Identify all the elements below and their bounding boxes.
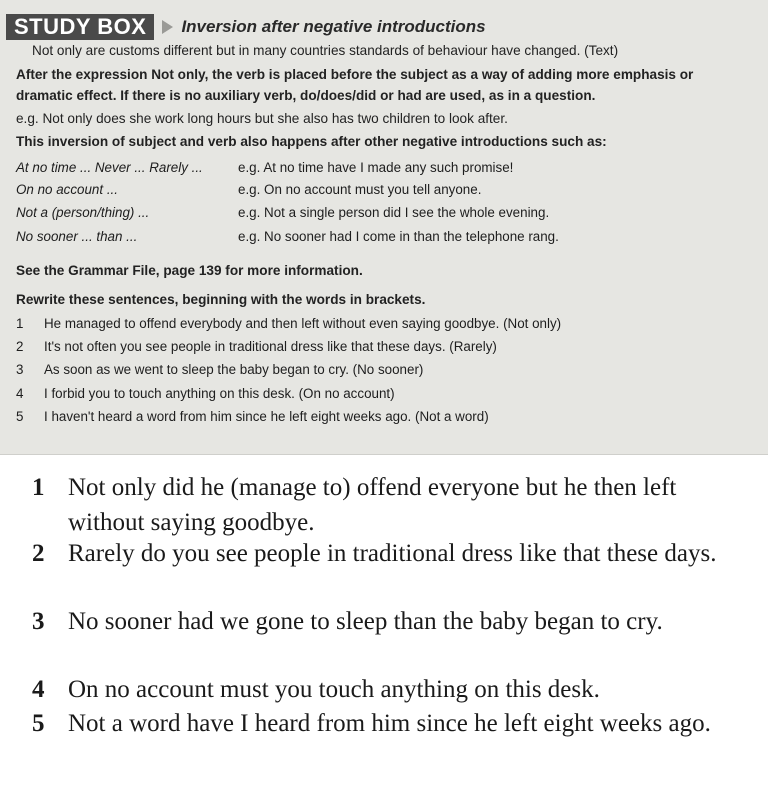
task-instruction: Rewrite these sentences, beginning with the words in brackets. xyxy=(16,292,426,307)
example-sentence: e.g. Not a single person did I see the whole evening. xyxy=(238,205,550,220)
grammar-reference: See the Grammar File, page 139 for more information. xyxy=(16,263,363,278)
answer-number: 4 xyxy=(32,676,45,703)
question-text: He managed to offend everybody and then left without even saying goodbye. (Not only) xyxy=(44,316,562,331)
answer-number: 1 xyxy=(32,474,45,501)
example-line: e.g. Not only does she work long hours but she also has two children to look after. xyxy=(16,111,508,126)
quote-line: Not only are customs different but in many countries standards of behaviour have changed. (Text) xyxy=(32,43,619,58)
example-phrase: At no time ... Never ... Rarely ... xyxy=(16,160,203,175)
example-sentence: e.g. At no time have I made any such promise! xyxy=(238,160,514,175)
question-number: 3 xyxy=(16,362,24,377)
example-sentence: e.g. No sooner had I come in than the telephone rang. xyxy=(238,229,559,244)
example-sentence: e.g. On no account must you tell anyone. xyxy=(238,182,482,197)
triangle-arrow-icon xyxy=(162,20,173,34)
example-phrase: Not a (person/thing) ... xyxy=(16,205,150,220)
example-phrase: On no account ... xyxy=(16,182,118,197)
rule-line-2: dramatic effect. If there is no auxiliary verb, do/does/did or had are used, as in a question. xyxy=(16,88,596,103)
rule-line-1: After the expression Not only, the verb is placed before the subject as a way of adding more emphasis or xyxy=(16,67,694,82)
answer-text: On no account must you touch anything on this desk. xyxy=(68,676,600,703)
answer-number: 2 xyxy=(32,540,45,567)
answer-text: No sooner had we gone to sleep than the baby began to cry. xyxy=(68,608,663,635)
question-number: 4 xyxy=(16,386,24,401)
answer-text: Rarely do you see people in traditional dress like that these days. xyxy=(68,540,717,567)
study-box-heading: Inversion after negative introductions xyxy=(181,17,486,36)
answer-text: Not only did he (manage to) offend everyone but he then left without saying goodbye. xyxy=(68,474,677,536)
question-number: 1 xyxy=(16,316,24,331)
study-box-title-row xyxy=(6,14,486,40)
question-number: 2 xyxy=(16,339,24,354)
answer-number: 5 xyxy=(32,710,45,737)
question-number: 5 xyxy=(16,409,24,424)
answer-text: Not a word have I heard from him since he left eight weeks ago. xyxy=(68,710,711,737)
intro-line: This inversion of subject and verb also happens after other negative introductions such as: xyxy=(16,134,607,149)
answer-number: 3 xyxy=(32,608,45,635)
question-text: I haven't heard a word from him since he left eight weeks ago. (Not a word) xyxy=(44,409,489,424)
study-box-label: STUDY BOX xyxy=(6,14,154,40)
question-text: I forbid you to touch anything on this desk. (On no account) xyxy=(44,386,395,401)
example-phrase: No sooner ... than ... xyxy=(16,229,138,244)
question-text: It's not often you see people in traditional dress like that these days. (Rarely) xyxy=(44,339,497,354)
question-text: As soon as we went to sleep the baby began to cry. (No sooner) xyxy=(44,362,424,377)
